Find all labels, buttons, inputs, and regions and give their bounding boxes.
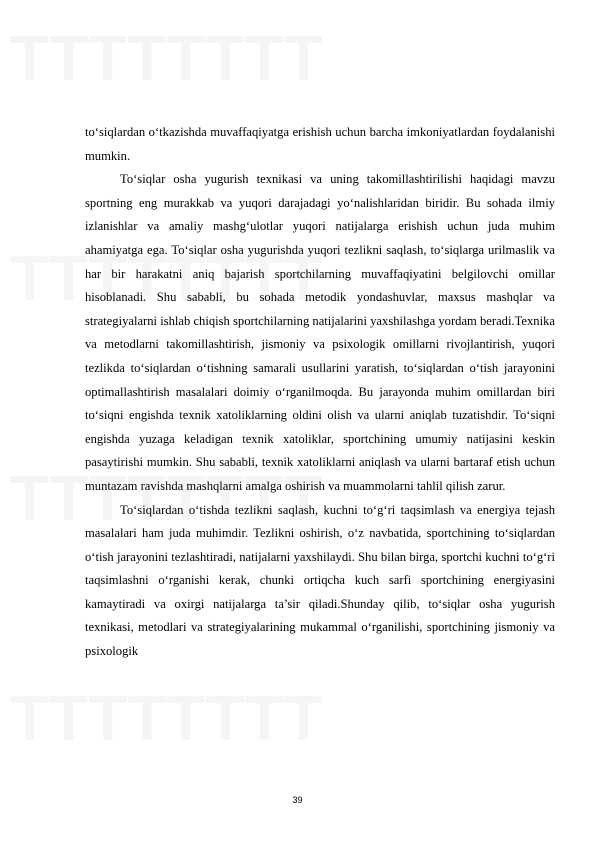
svg-text:TTTTTTTT [10,682,323,754]
svg-text:TTTTTTTT [10,22,323,94]
page-number: 39 [292,795,303,805]
body-text [85,121,555,664]
paragraph-speed: To‘siqlardan o‘tishda tezlikni saqlash, kuchni to‘g‘ri taqsimlash va energiya tejash masalalari ham juda muhimdir. Tezlikni oshirish, o‘z navbatida, sportchining to‘siqlardan o‘tish jarayonini tezlashtiradi, natijalarni yaxshilaydi. Shu bilan birga, sportchi kuchni to‘g‘ri taqsimlashni o‘rganishi kerak, chunki ortiqcha kuch sarfi sportchining energiyasini kamaytiradi va oxirgi natijalarga ta’sir qiladi.Shunday qilib, to‘siqlar osha yugurish texnikasi, metodlari va strategiyalarining mukammal o‘rganilishi, sportchining jismoniy va psixologik [85,502,555,659]
paragraph-continuation: to‘siqlardan o‘tkazishda muvaffaqiyatga erishish uchun barcha imkoniyatlardan foydalanishi mumkin. [85,125,555,163]
paragraph-technique: To‘siqlar osha yugurish texnikasi va uning takomillashtirilishi haqidagi mavzu sportning eng murakkab va yuqori darajadagi yo‘nalishlaridan biridir. Bu sohada ilmiy izlanishlar va amaliy mashg‘ulotlar yuqori natijalarga erishish uchun juda muhim ahamiyatga ega. To‘siqlar osha yugurishda yuqori tezlikni saqlash, to‘siqlarga urilmaslik va har bir harakatni aniq bajarish sportchilarning muvaffaqiyatini belgilovchi omillar hisoblanadi. Shu sababli, bu sohada metodik yondashuvlar, maxsus mashqlar va strategiyalarni ishlab chiqish sportchilarning natijalarini yaxshilashga yordam beradi.Texnika va metodlarni takomillashtirish, jismoniy va psixologik omillarni rivojlantirish, yuqori tezlikda to‘siqlardan o‘tishning samarali usullarini yaratish, to‘siqlardan o‘tish jarayonini optimallashtirish masalalari doimiy o‘rganilmoqda. Bu jarayonda muhim omillardan biri to‘siqni engishda texnik xatoliklarning oldini olish va ularni aniqlab tuzatishdir. To‘siqni engishda yuzaga keladigan texnik xatoliklar, sportchining umumiy natijasini keskin pasaytirishi mumkin. Shu sababli, texnik xatoliklarni aniqlash va ularni bartaraf etish uchun muntazam ravishda mashqlarni amalga oshirish va muammolarni tahlil qilish zarur. [85,172,555,493]
